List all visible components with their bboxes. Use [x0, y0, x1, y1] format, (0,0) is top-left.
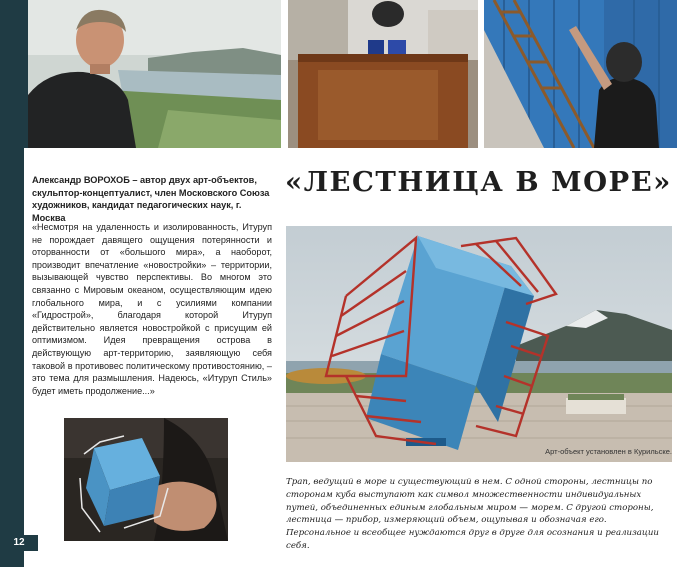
photo-model-cube: [64, 418, 228, 541]
author-quote: «Несмотря на удаленность и изолированность, Итуруп не порождает давящего ощущения потерянности и оторванности от «большого мира», а наоборот, производит впечатление «новостройки» – территории, вызывающей чувство перспективы. Во многом это связанно с Мировым океаном, осуществляющим идею глобального мира, и с усилиями компании «Гидрострой», благодаря которой Итуруп действительно является новостройкой с присущим ей оптимизмом. Идея превращения острова в действующую арт-территорию, заявляющую себя таковой в противовес политическому противостоянию, – это тема для размышления. Надеюсь, «Итуруп Стиль» будет иметь продолжение...»: [32, 222, 272, 396]
photo-author-portrait: [28, 0, 281, 148]
photo-welder-ladder: [484, 0, 677, 148]
photo-art-object: [286, 226, 672, 462]
photo-welder-box: [288, 0, 478, 148]
photo-caption: Арт-объект установлен в Курильске.: [545, 447, 672, 456]
decorative-strip: [0, 0, 28, 148]
left-accent-band: [0, 148, 24, 567]
article-headline: «ЛЕСТНИЦА В МОРЕ»: [285, 166, 672, 198]
author-caption: Александр ВОРОХОБ – автор двух арт-объектов, скульптор-концептуалист, член Московского Союза художников, кандидат педагогических наук, г. Москва: [32, 175, 270, 223]
page-number: 12: [0, 535, 38, 551]
art-object-description: Трап, ведущий в море и существующий в нем. С одной стороны, лестницы по сторонам куба выступают как символ множественности индивидуальных путей, объединенных единым глобальным миром — морем. С другой стороны, лестница — прибор, измеряющий объем, ощупывая и обозначая его. Персональное и всеобщее нуждаются друг в друге для осознания и реализации себя.: [286, 477, 659, 551]
